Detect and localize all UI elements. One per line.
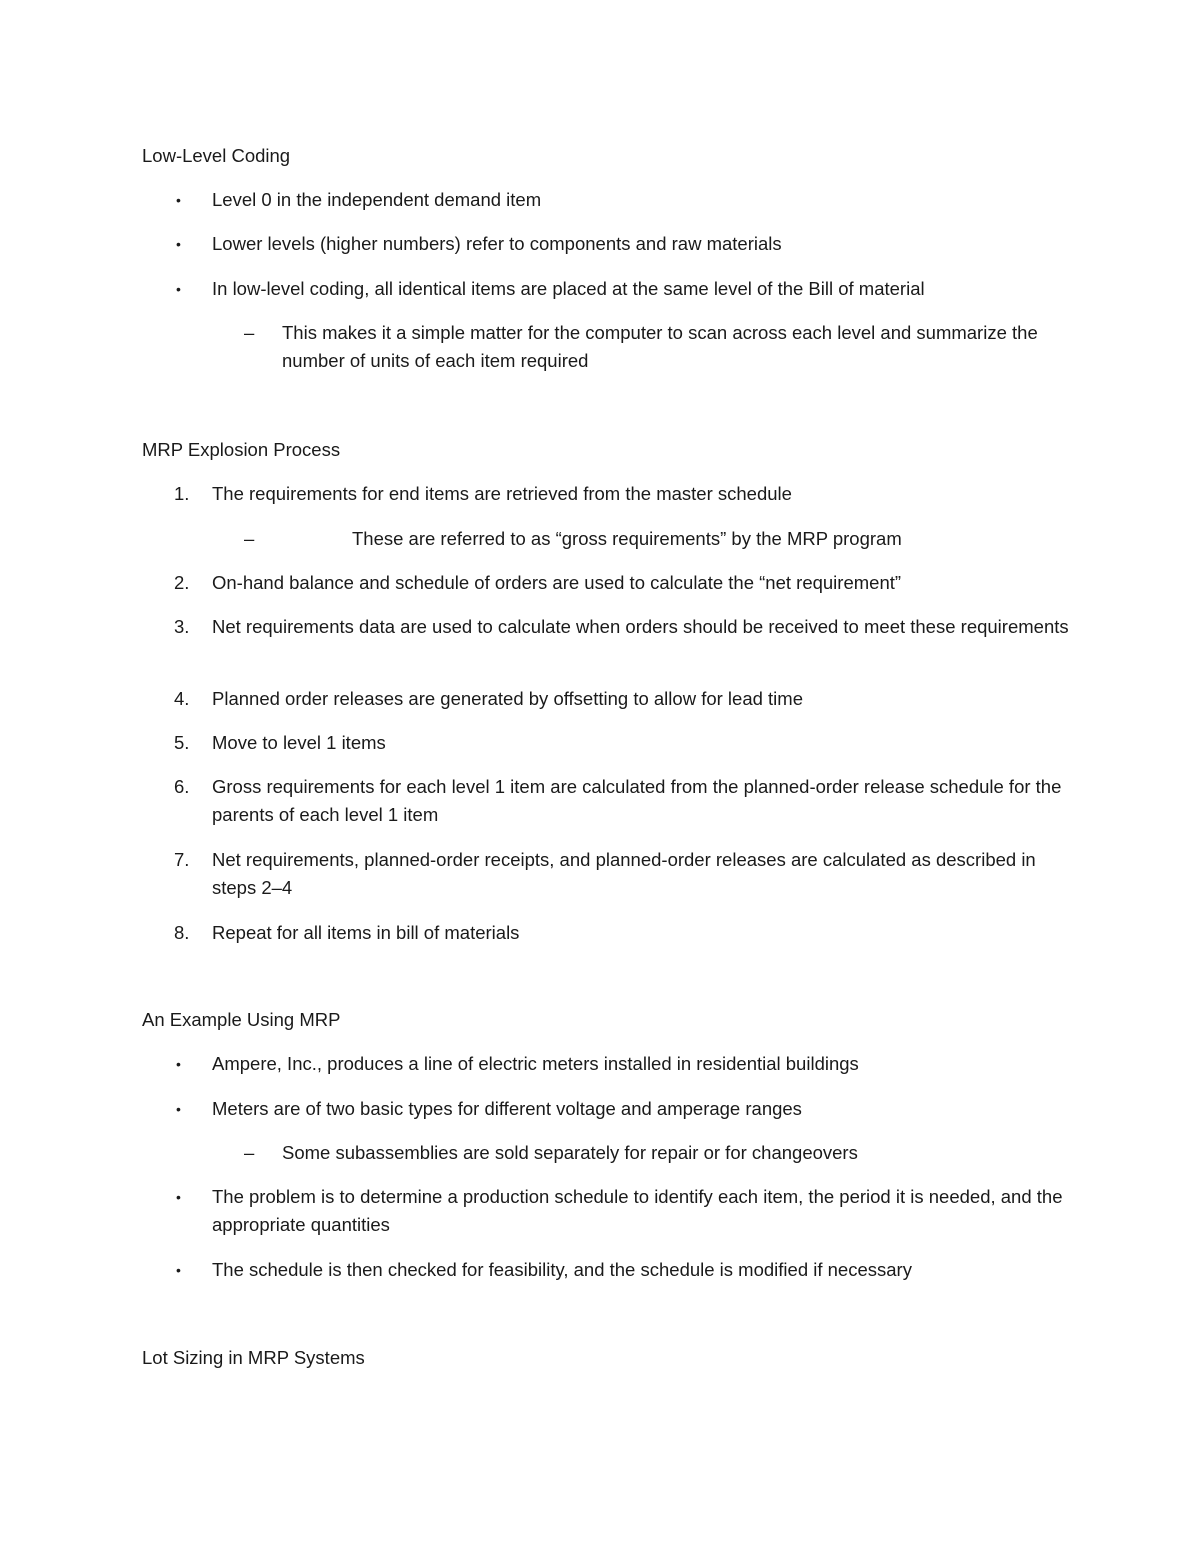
list-item-text: Move to level 1 items bbox=[212, 732, 386, 753]
section-heading-mrp-explosion-process: MRP Explosion Process bbox=[142, 439, 341, 460]
number-marker: 7. bbox=[174, 849, 190, 870]
list-item-text: The schedule is then checked for feasibility, and the schedule is modified if necessary bbox=[212, 1259, 912, 1280]
bullet-marker: • bbox=[176, 236, 181, 252]
list-item-text: The problem is to determine a production schedule to identify each item, the period it is needed, and the appropriate quantities bbox=[212, 1186, 1063, 1235]
number-marker: 4. bbox=[174, 688, 190, 709]
number-marker: 3. bbox=[174, 616, 190, 637]
list-item-text: The requirements for end items are retrieved from the master schedule bbox=[212, 483, 792, 504]
list-item-text: This makes it a simple matter for the computer to scan across each level and summarize the number of units of each item required bbox=[282, 322, 1038, 371]
number-marker: 1. bbox=[174, 483, 190, 504]
dash-marker: – bbox=[244, 1142, 255, 1163]
bullet-marker: • bbox=[176, 192, 181, 208]
bullet-marker: • bbox=[176, 1056, 181, 1072]
list-item-text: Net requirements data are used to calculate when orders should be received to meet these requirements bbox=[212, 616, 1069, 637]
list-item-text: Level 0 in the independent demand item bbox=[212, 189, 542, 210]
list-item-text: Meters are of two basic types for different voltage and amperage ranges bbox=[212, 1098, 802, 1119]
number-marker: 2. bbox=[174, 572, 190, 593]
section-heading-example-using-mrp: An Example Using MRP bbox=[142, 1009, 341, 1030]
list-item-text: On-hand balance and schedule of orders are used to calculate the “net requirement” bbox=[212, 572, 902, 593]
bullet-marker: • bbox=[176, 281, 181, 297]
section-heading-lot-sizing: Lot Sizing in MRP Systems bbox=[142, 1347, 365, 1368]
section-heading-low-level-coding: Low-Level Coding bbox=[142, 145, 291, 166]
dash-marker: – bbox=[244, 322, 255, 343]
bullet-marker: • bbox=[176, 1262, 181, 1278]
number-marker: 5. bbox=[174, 732, 190, 753]
bullet-marker: • bbox=[176, 1101, 181, 1117]
number-marker: 8. bbox=[174, 922, 190, 943]
list-item-text: Planned order releases are generated by offsetting to allow for lead time bbox=[212, 688, 803, 709]
number-marker: 6. bbox=[174, 776, 190, 797]
list-item-text: Some subassemblies are sold separately for repair or for changeovers bbox=[282, 1142, 858, 1163]
bullet-marker: • bbox=[176, 1189, 181, 1205]
list-item-text: Net requirements, planned-order receipts, and planned-order releases are calculated as described in steps 2–4 bbox=[212, 849, 1036, 898]
list-item-text: Lower levels (higher numbers) refer to components and raw materials bbox=[212, 233, 782, 254]
list-item-text: Gross requirements for each level 1 item are calculated from the planned-order release schedule for the parents of each level 1 item bbox=[212, 776, 1062, 825]
dash-marker: – bbox=[244, 528, 255, 549]
list-item-text: Ampere, Inc., produces a line of electric meters installed in residential buildings bbox=[212, 1053, 859, 1074]
list-item-text: In low-level coding, all identical items are placed at the same level of the Bill of material bbox=[212, 278, 925, 299]
list-item-text: These are referred to as “gross requirements” by the MRP program bbox=[352, 528, 902, 549]
list-item-text: Repeat for all items in bill of materials bbox=[212, 922, 520, 943]
